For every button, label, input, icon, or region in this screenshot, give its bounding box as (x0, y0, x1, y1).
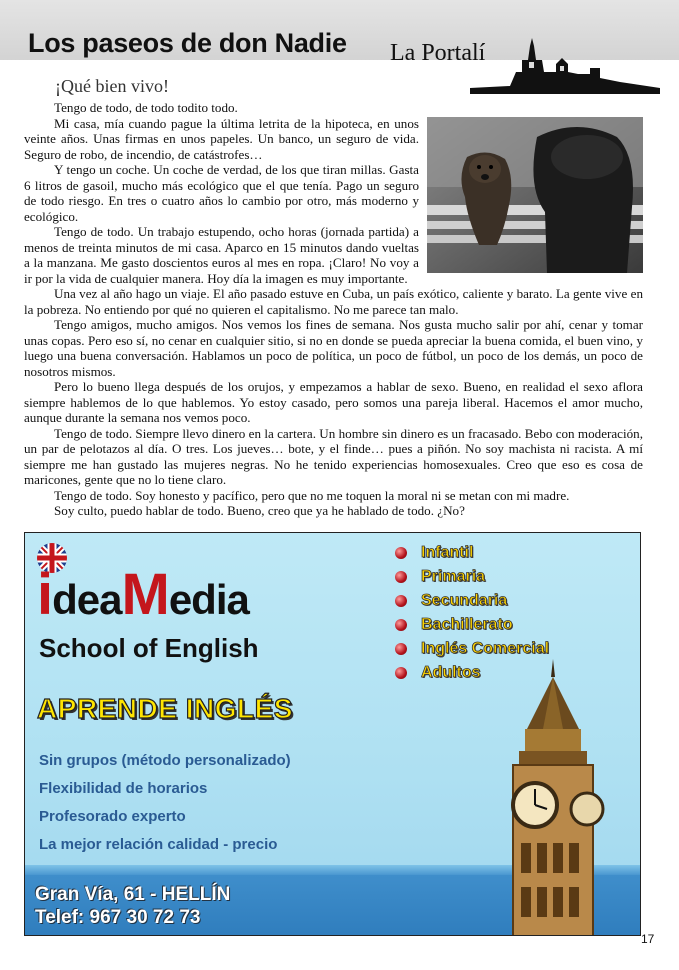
feature-item: Flexibilidad de horarios (39, 780, 208, 797)
phone: Telef: 967 30 72 73 (35, 907, 201, 928)
level-label: Bachillerato (421, 616, 513, 633)
article-body (24, 100, 643, 519)
ad-headline: APRENDE INGLÉS (37, 693, 293, 724)
article-paragraph: Soy culto, puedo hablar de todo. Bueno, creo que ya he hablado de todo. ¿No? (54, 503, 465, 518)
ideamedia-logo (37, 561, 249, 628)
level-item (395, 565, 549, 589)
bullet-icon (395, 595, 407, 607)
article-paragraph: Tengo de todo. Soy honesto y pacífico, pero que no me toquen la moral ni se metan con mi madre. (54, 487, 570, 503)
bullet-icon (395, 643, 407, 655)
contact-info (35, 883, 230, 929)
article-paragraph: Tengo de todo, de todo todito todo. (54, 100, 238, 115)
bullet-icon (395, 547, 407, 559)
page-number: 17 (641, 932, 655, 946)
article-paragraph: Tengo de todo. Siempre llevo dinero en la cartera. Un hombre sin dinero es un fracasado. Bebo con moderación, un par de pelotazos al día. O tres. Los jueves… bote, y el finde… pues a piñón. No soy machista ni racista. A mí siempre me han gustado las mujeres negras. No he tenido experiencias homosexuales. Creo que eso es cosa de maricones, gente que no lo tiene claro. (24, 425, 643, 487)
logo-dea: dea (52, 576, 122, 623)
ideamedia-advertisement (24, 532, 641, 936)
logo-m: M (121, 562, 169, 627)
article-paragraph: Pero lo bueno llega después de los orujos, y empezamos a hablar de sexo. Bueno, en realidad el sexo aflora siempre hablemos de lo que hablemos. Yo estoy casado, pero somos una pareja liberal. Hacemos el amor mucho, aunque durante la semana nos vemos poco. (24, 379, 643, 425)
features-list (39, 747, 291, 859)
bullet-icon (395, 619, 407, 631)
article-paragraph: Y tengo un coche. Un coche de verdad, de los que tiran millas. Gasta 6 litros de gasoil, mucho más ecológico que el que tenía. Pago un seguro de todo riesgo. En tres o cuatro años lo cambio por otro, más moderno y ecológico. (24, 162, 419, 224)
feature-item: Sin grupos (método personalizado) (39, 752, 291, 769)
article-paragraph: Mi casa, mía cuando pague la última letrita de la hipoteca, en unos veinte años. Unas firmas en unos papeles. Un banco, un seguro de vida. Seguro de robo, de incendio, de catástrofes… (24, 115, 419, 162)
logo-subtitle: School of English (39, 633, 259, 663)
logo-i: i (37, 562, 53, 627)
dog-and-person-on-bench-photo (427, 117, 643, 273)
level-item (395, 589, 549, 613)
feature-item: La mejor relación calidad - precio (39, 836, 278, 853)
level-item (395, 613, 549, 637)
article-paragraph: Tengo de todo. Un trabajo estupendo, ocho horas (jornada partida) a menos de treinta minutos de mi casa. Aparco en 15 minutos dando vueltas a la manzana. Me gasto doscientos euros al mes en ropa. ¡Claro! No voy a ir por la vida de cualquier manera. Hoy día la imagen es muy importante. (24, 224, 419, 286)
level-label: Infantil (421, 544, 474, 561)
article-paragraph: Una vez al año hago un viaje. El año pasado estuve en Cuba, un país exótico, caliente y barato. La gente vive en la pobreza. No entiendo por qué no quieren el capitalismo. No me parece tan malo. (24, 286, 643, 317)
magazine-name: La Portalí (390, 40, 486, 66)
article-title: ¡Qué bien vivo! (55, 76, 169, 96)
big-ben-illustration (491, 659, 615, 936)
level-item (395, 541, 549, 565)
section-title: Los paseos de don Nadie (28, 28, 347, 58)
level-label: Primaria (421, 568, 486, 585)
level-label: Secundaria (421, 592, 508, 609)
logo-edia: edia (168, 576, 249, 623)
level-item (395, 637, 549, 661)
bullet-icon (395, 667, 407, 679)
bullet-icon (395, 571, 407, 583)
town-skyline-icon (470, 32, 660, 94)
article-paragraph: Tengo amigos, mucho amigos. Nos vemos los fines de semana. Nos gusta mucho salir por ahí, cenar y tomar unas copas. Pero eso sí, no cenar en cualquier sitio, si no en donde se pueda apreciar la buena comida, el buen vino, y luego una buena conversación. Hablamos un poco de política, un poco de fútbol, un poco de los demás, un poco de nosotros mismos. (24, 317, 643, 379)
feature-item: Profesorado experto (39, 808, 186, 825)
address: Gran Vía, 61 - HELLÍN (35, 884, 231, 905)
level-label: Adultos (421, 664, 481, 681)
level-label: Inglés Comercial (421, 640, 550, 657)
